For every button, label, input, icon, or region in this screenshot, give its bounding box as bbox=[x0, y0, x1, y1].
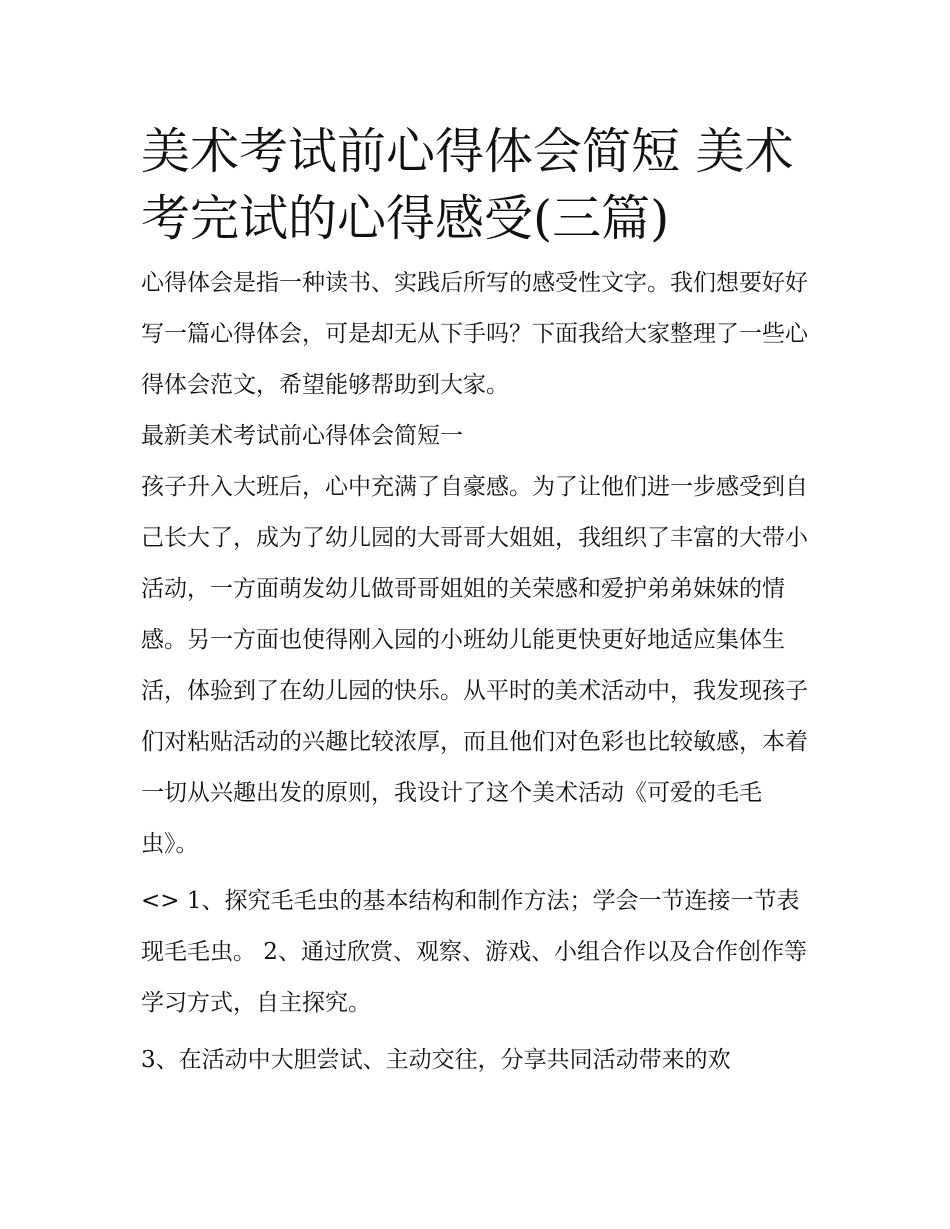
intro-paragraph: 心得体会是指一种读书、实践后所写的感受性文字。我们想要好好写一篇心得体会，可是却无从下手吗？下面我给大家整理了一些心得体会范文，希望能够帮助到大家。 bbox=[141, 270, 808, 398]
document-body bbox=[141, 118, 813, 1086]
objective-3-paragraph: 3、在活动中大胆尝试、主动交往，分享共同活动带来的欢 bbox=[141, 1047, 731, 1073]
document-title: 美术考试前心得体会简短 美术考完试的心得感受(三篇) bbox=[141, 123, 794, 247]
objectives-paragraph: <> 1、探究毛毛虫的基本结构和制作方法；学会一节连接一节表现毛毛虫。 2、通过欣赏、观察、游戏、小组合作以及合作创作等学习方式，自主探究。 bbox=[141, 888, 807, 1016]
section-heading: 最新美术考试前心得体会简短一 bbox=[141, 423, 463, 449]
body-paragraph: 孩子升入大班后，心中充满了自豪感。为了让他们进一步感受到自己长大了，成为了幼儿园的大哥哥大姐姐，我组织了丰富的大带小活动，一方面萌发幼儿做哥哥姐姐的关荣感和爱护弟弟妹妹的情感。另一方面也使得刚入园的小班幼儿能更快更好地适应集体生活，体验到了在幼儿园的快乐。从平时的美术活动中，我发现孩子们对粘贴活动的兴趣比较浓厚，而且他们对色彩也比较敏感，本着一切从兴趣出发的原则，我设计了这个美术活动《可爱的毛毛虫》。 bbox=[141, 474, 808, 857]
